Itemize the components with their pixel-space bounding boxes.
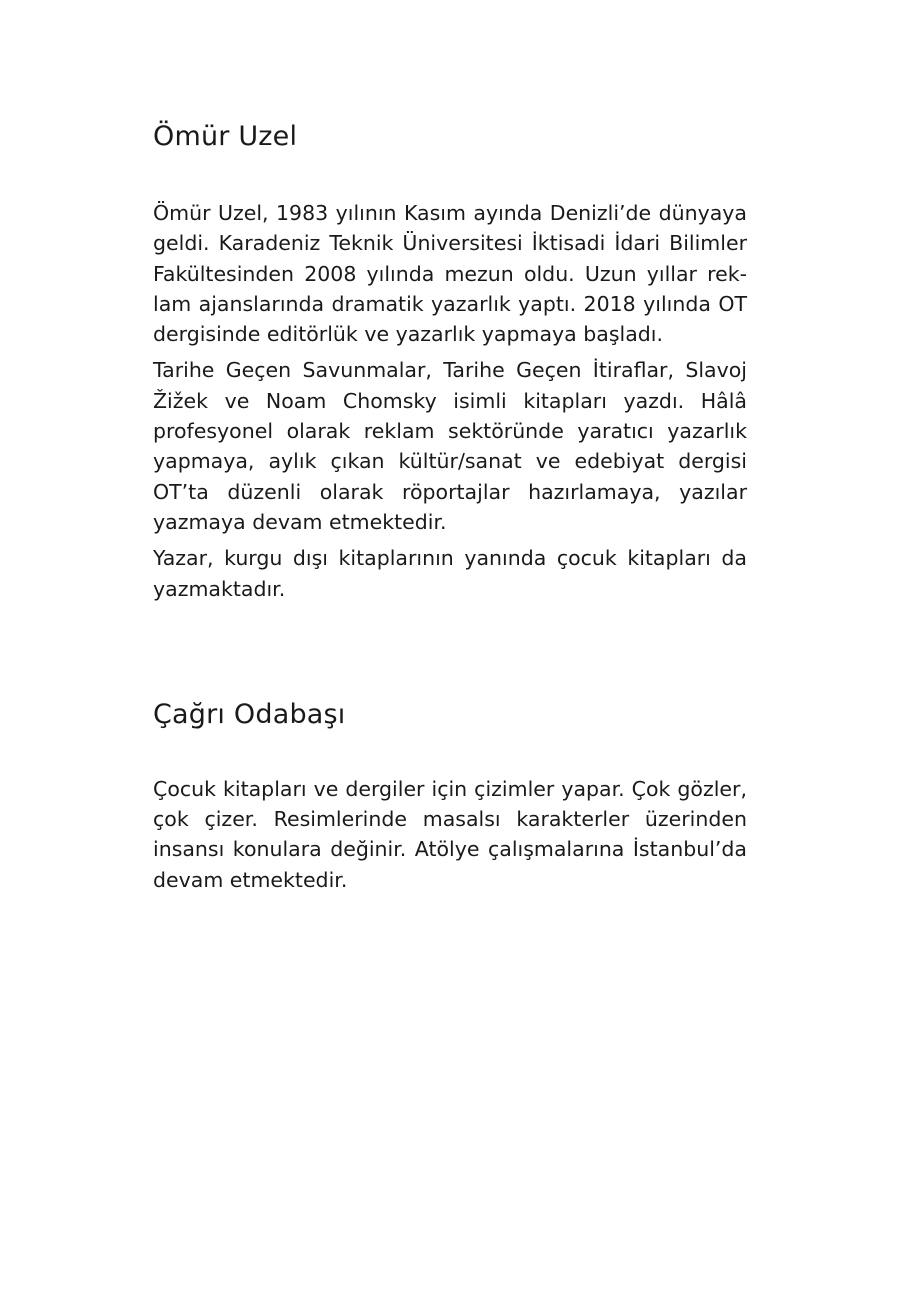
document-page bbox=[153, 118, 747, 901]
author-bio-section bbox=[153, 118, 747, 604]
bio-paragraph: Yazar, kurgu dışı kitaplarının yanında çocuk kitapları da yazmaktadır. bbox=[153, 546, 747, 601]
bio-paragraph: Ömür Uzel, 1983 yılının Kasım ayında Denizli’de dünyaya geldi. Karadeniz Teknik Üniversitesi İktisadi İdari Bilimler Fakültesinden 2008 yılında mezun oldu. Uzun yıllar reklam ajanslarında dramatik yazarlık yaptı. 2018 yılında OT dergisinde editörlük ve yazarlık yapmaya başladı. bbox=[153, 201, 747, 347]
author-name-heading: Ömür Uzel bbox=[153, 121, 298, 152]
illustrator-bio-body bbox=[153, 774, 747, 895]
bio-paragraph: Çocuk kitapları ve dergiler için çizimler yapar. Çok gözler, çok çizer. Resimlerinde masalsı karakterler üzerinden insansı konulara değinir. Atölye çalışmalarına İstanbul’da devam etmektedir. bbox=[153, 776, 747, 892]
author-bio-body bbox=[153, 198, 747, 604]
illustrator-name-heading: Çağrı Odabaşı bbox=[153, 698, 346, 730]
illustrator-bio-section bbox=[153, 696, 747, 895]
bio-paragraph: Tarihe Geçen Savunmalar, Tarihe Geçen İtiraflar, Slavoj Žižek ve Noam Chomsky isimli kitapları yazdı. Hâlâ profesyonel olarak reklam sektöründe yaratıcı yazarlık yapmaya, aylık çıkan kültür/sanat ve edebiyat dergisi OT’ta düzenli olarak röportajlar hazırlamaya, yazılar yazmaya devam etmektedir. bbox=[153, 358, 747, 534]
